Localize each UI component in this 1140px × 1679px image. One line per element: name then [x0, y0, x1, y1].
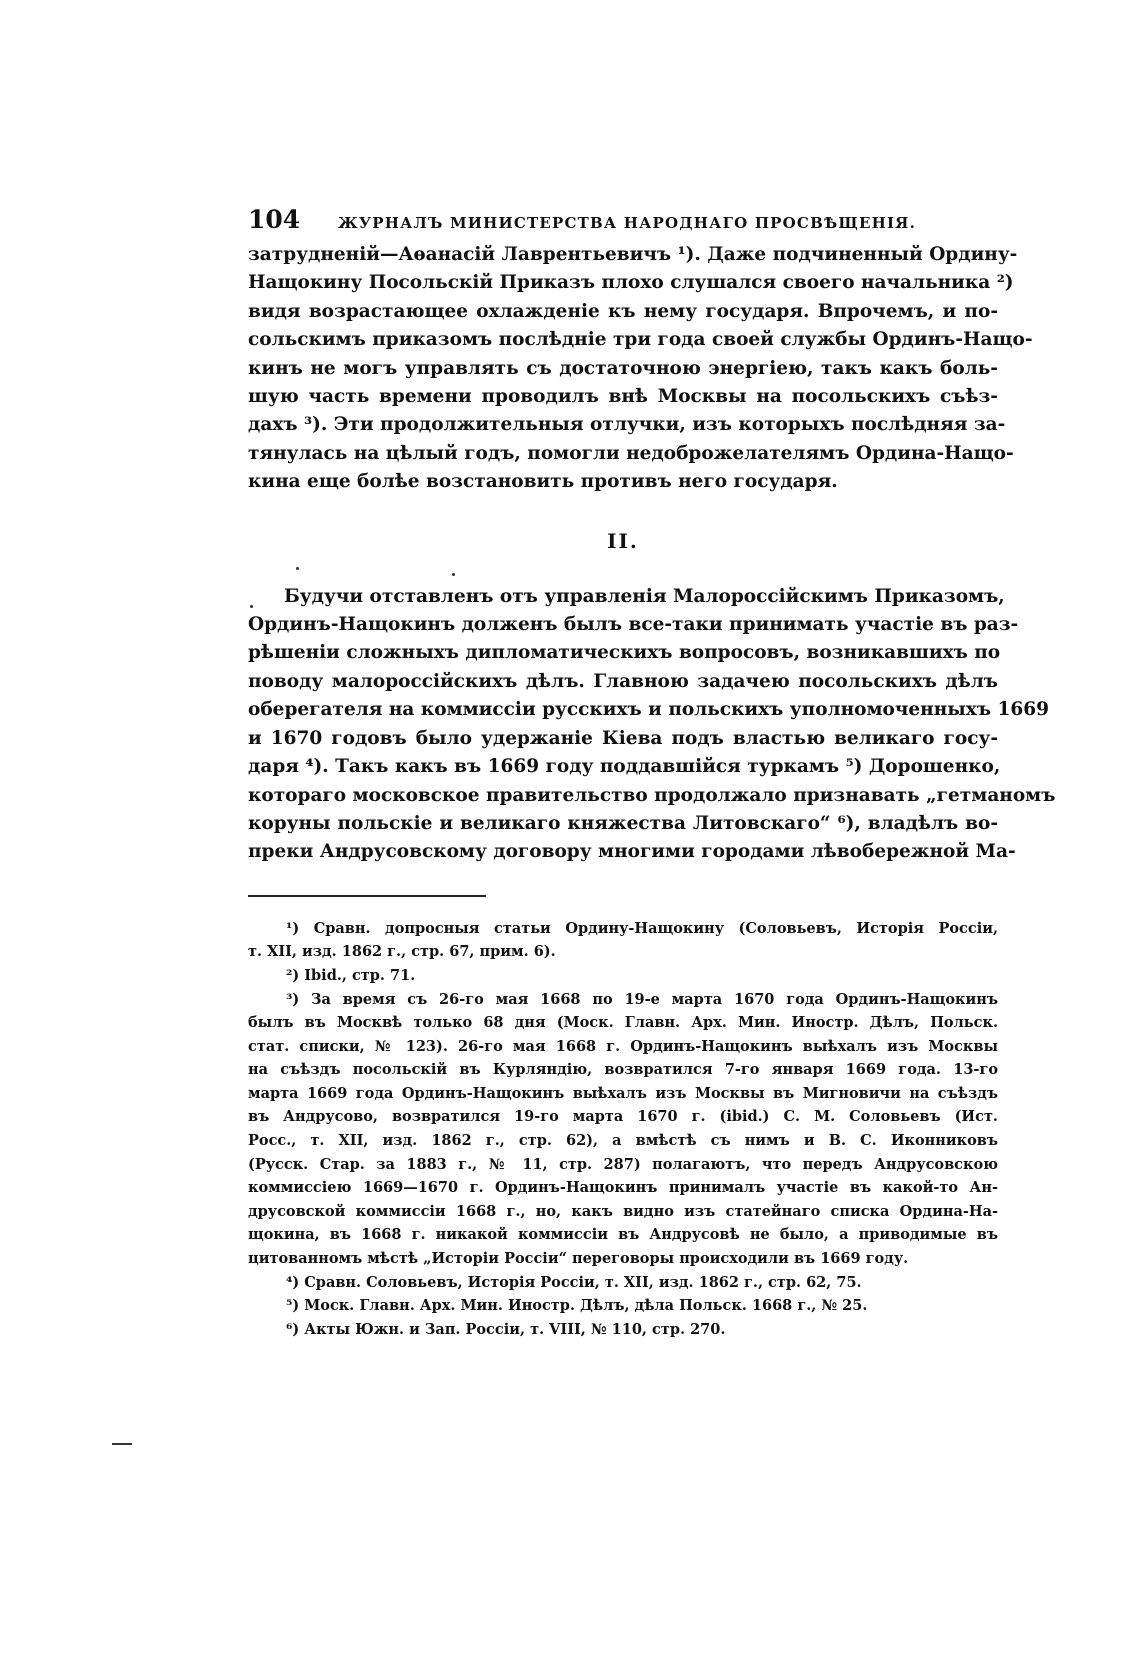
footnote-line: коммиссіею 1669—1670 г. Ординъ-Нащокинъ принималъ участіе въ какой-то Ан-: [248, 1179, 998, 1197]
footnote-line: на съѣздъ посольскій въ Курляндію, возвратился 7-го января 1669 года. 13-го: [248, 1061, 998, 1079]
footnote-line: ¹) Сравн. допросныя статьи Ордину-Нащокину (Соловьевъ, Исторія Россіи,: [286, 919, 998, 937]
text-line: тянулась на цѣлый годъ, помогли недоброжелателямъ Ордина-Нащо-: [248, 442, 1014, 464]
footnotes: [248, 917, 998, 1342]
footnote-line: ⁴) Сравн. Соловьевъ, Исторія Россіи, т. XII, изд. 1862 г., стр. 62, 75.: [286, 1273, 862, 1291]
page-number: 104: [248, 205, 301, 234]
paragraph-2: [248, 583, 1056, 867]
page-header: [248, 205, 998, 241]
text-line: преки Андрусовскому договору многими городами лѣвобережной Ма-: [248, 841, 1016, 863]
text-line: кина еще болѣе возстановить противъ него государя.: [248, 471, 838, 493]
running-title: ЖУРНАЛЪ МИНИСТЕРСТВА НАРОДНАГО ПРОСВѢЩЕНІЯ.: [338, 214, 917, 232]
text-line: рѣшеніи сложныхъ дипломатическихъ вопросовъ, возникавшихъ по: [248, 642, 1001, 664]
footnote-line: (Русск. Стар. за 1883 г., № 11, стр. 287) полагаютъ, что передъ Андрусовскою: [248, 1155, 998, 1173]
paragraph-1: [248, 241, 1033, 497]
text-line: шую часть времени проводилъ внѣ Москвы на посольскихъ съѣз-: [248, 386, 998, 408]
text-line: коруны польскіе и великаго княжества Литовскаго“ ⁶), владѣлъ во-: [248, 812, 998, 834]
text-line: даря ⁴). Такъ какъ въ 1669 году поддавшійся туркамъ ⁵) Дорошенко,: [248, 756, 1001, 778]
scan-speck: [296, 567, 299, 570]
margin-mark: [112, 1443, 132, 1445]
document-page: [248, 205, 1056, 1341]
text-line: Будучи отставленъ отъ управленія Малороссійскимъ Приказомъ,: [284, 585, 1005, 607]
footnote-rule: [248, 895, 486, 897]
text-line: Нащокину Посольскій Приказъ плохо слушался своего начальника ²): [248, 272, 1014, 294]
text-line: оберегателя на коммиссіи русскихъ и польскихъ уполномоченныхъ 1669: [248, 699, 1049, 721]
text-line: поводу малороссійскихъ дѣлъ. Главною задачею посольскихъ дѣлъ: [248, 670, 998, 692]
footnote-line: въ Андрусово, возвратился 19-го марта 1670 г. (ibid.) С. М. Соловьевъ (Ист.: [248, 1108, 998, 1126]
footnote-line: друсовской коммиссіи 1668 г., но, какъ видно изъ статейнаго списка Ордина-На-: [248, 1202, 998, 1220]
footnote-line: цитованномъ мѣстѣ „Исторіи Россіи“ переговоры происходили въ 1669 году.: [248, 1250, 909, 1268]
footnote-line: щокина, въ 1668 г. никакой коммиссіи въ Андрусовѣ не было, а приводимые въ: [248, 1226, 998, 1244]
text-line: кинъ не могъ управлять съ достаточною энергіею, такъ какъ боль-: [248, 357, 998, 379]
footnote-line: ²) Ibid., стр. 71.: [286, 966, 416, 984]
footnote-line: т. XII, изд. 1862 г., стр. 67, прим. 6).: [248, 943, 556, 961]
footnote-line: ⁵) Моск. Главн. Арх. Мин. Иностр. Дѣлъ, дѣла Польск. 1668 г., № 25.: [286, 1297, 868, 1315]
text-line: дахъ ³). Эти продолжительныя отлучки, изъ которыхъ послѣдняя за-: [248, 414, 1006, 436]
section-heading: II.: [607, 528, 639, 553]
footnote-line: стат. списки, № 123). 26-го мая 1668 г. Ординъ-Нащокинъ выѣхалъ изъ Москвы: [248, 1037, 998, 1055]
footnote-line: ⁶) Акты Южн. и Зап. Россіи, т. VIII, № 110, стр. 270.: [286, 1320, 726, 1338]
text-line: затрудненій—Аѳанасій Лаврентьевичъ ¹). Даже подчиненный Ордину-: [248, 244, 1018, 265]
text-line: видя возрастающее охлажденіе къ нему государя. Впрочемъ, и по-: [248, 300, 998, 322]
text-line: Ординъ-Нащокинъ долженъ былъ все-таки принимать участіе въ раз-: [248, 614, 1019, 636]
footnote-line: Росс., т. XII, изд. 1862 г., стр. 62), а вмѣстѣ съ нимъ и В. С. Иконниковъ: [248, 1132, 998, 1150]
scan-speck: [250, 605, 253, 608]
text-line: сольскимъ приказомъ послѣдніе три года своей службы Ординъ-Нащо-: [248, 329, 1033, 351]
footnote-line: ³) За время съ 26-го мая 1668 по 19-е марта 1670 года Ординъ-Нащокинъ: [286, 990, 998, 1008]
scan-speck: [452, 573, 455, 576]
text-line: котораго московское правительство продолжало признавать „гетманомъ: [248, 784, 1056, 806]
text-line: и 1670 годовъ было удержаніе Кіева подъ властью великаго госу-: [248, 727, 998, 749]
footnote-line: марта 1669 года Ординъ-Нащокинъ выѣхалъ изъ Москвы въ Мигновичи на съѣздъ: [248, 1084, 998, 1102]
footnote-line: былъ въ Москвѣ только 68 дня (Моск. Главн. Арх. Мин. Иностр. Дѣлъ, Польск.: [248, 1014, 998, 1032]
